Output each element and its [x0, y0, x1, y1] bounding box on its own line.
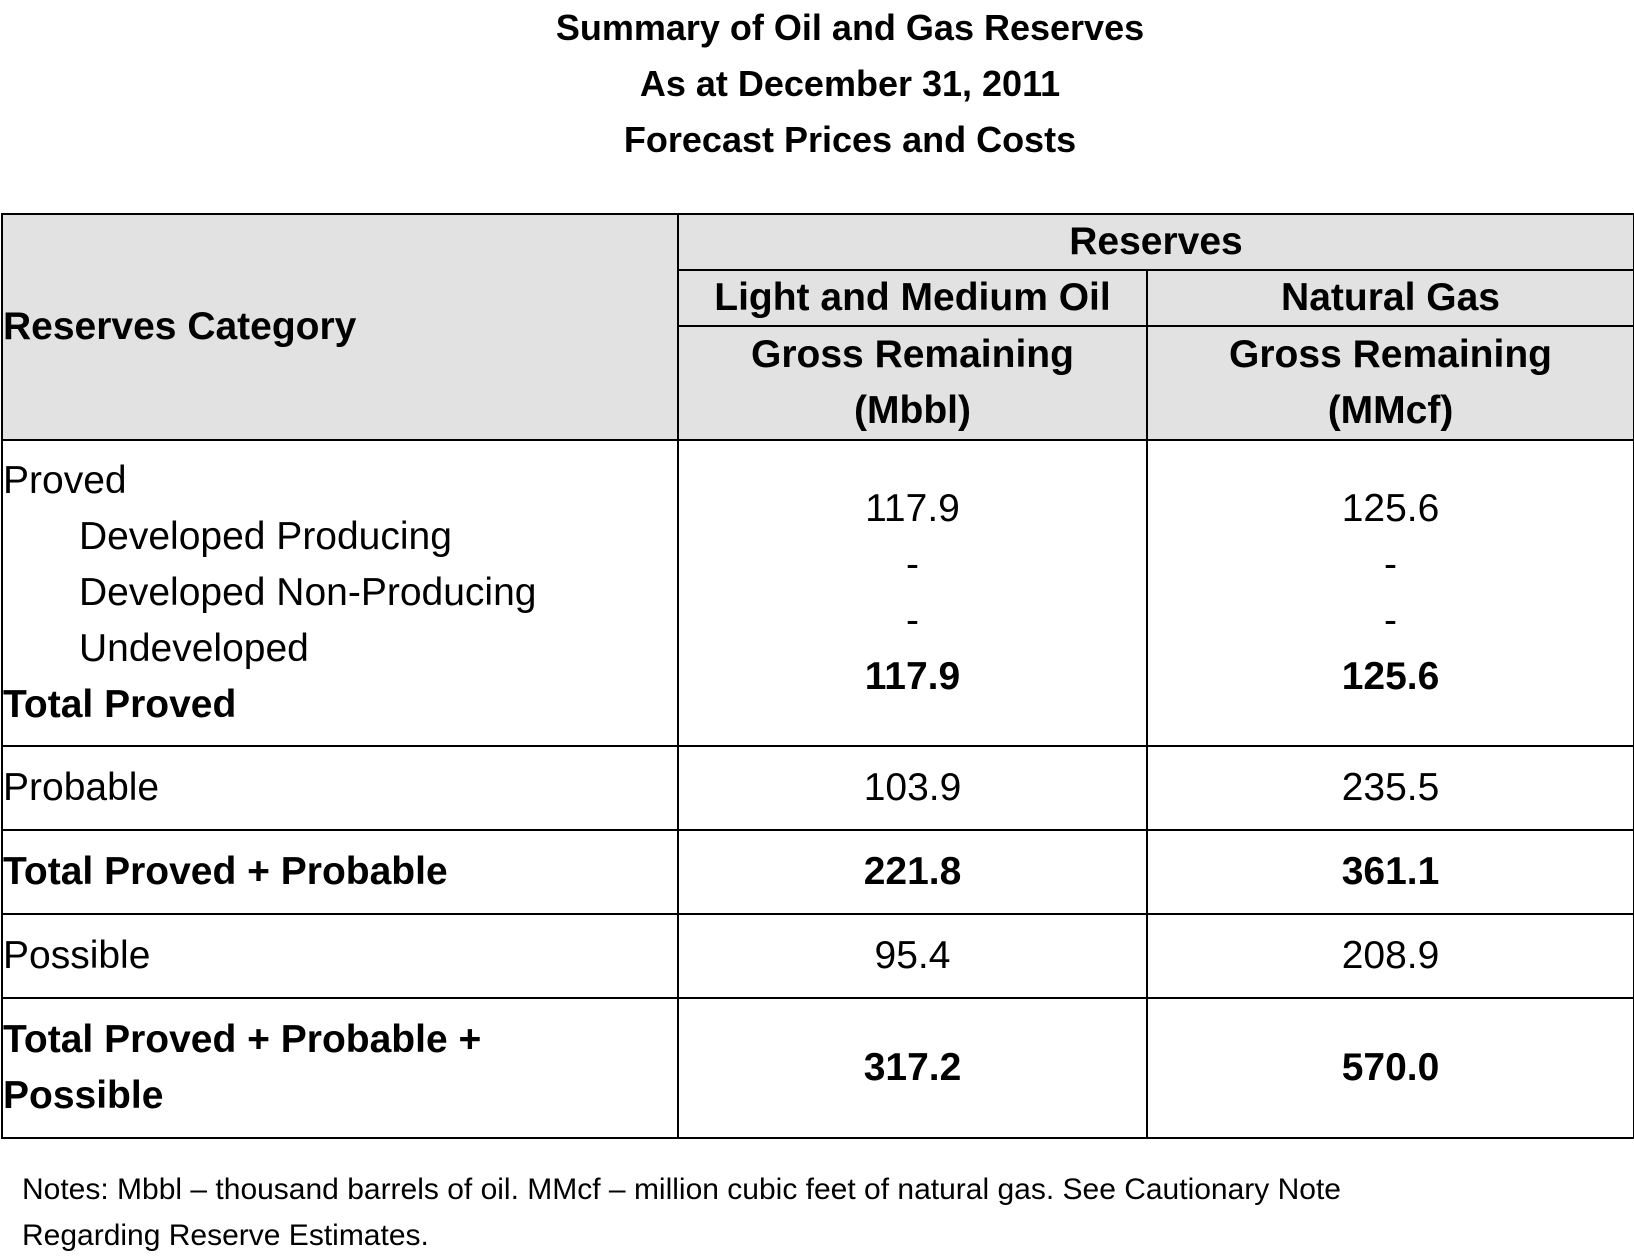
header-reserves-group: Reserves: [678, 214, 1634, 270]
developed-non-producing-oil: -: [906, 543, 919, 586]
developed-producing-label: Developed Producing: [79, 515, 452, 558]
total-proved-label: Total Proved: [3, 683, 237, 726]
proved-oil-cell: [678, 440, 1147, 746]
probable-label: Probable: [2, 746, 678, 830]
gas-measure-line-1: Gross Remaining: [1229, 333, 1552, 376]
title-line-1: Summary of Oil and Gas Reserves: [555, 7, 1145, 48]
oil-measure-line-2: (Mbbl): [854, 389, 971, 432]
probable-gas: 235.5: [1147, 746, 1634, 830]
possible-row: [2, 914, 1634, 998]
possible-label: Possible: [2, 914, 678, 998]
header-oil-measure: [678, 326, 1147, 440]
total-proved-probable-possible-row: [2, 998, 1634, 1138]
proved-block: [2, 440, 1634, 746]
title-line-2: As at December 31, 2011: [639, 63, 1061, 104]
oil-measure-line-1: Gross Remaining: [751, 333, 1074, 376]
header-gas-measure: [1147, 326, 1634, 440]
total-ppp-label-line-2: Possible: [3, 1074, 164, 1117]
developed-non-producing-gas: -: [1384, 543, 1397, 586]
total-proved-probable-label: Total Proved + Probable: [2, 830, 678, 914]
possible-gas: 208.9: [1147, 914, 1634, 998]
total-proved-oil: 117.9: [864, 655, 961, 698]
proved-label: Proved: [3, 459, 127, 502]
undeveloped-gas: -: [1384, 599, 1397, 642]
undeveloped-label: Undeveloped: [79, 627, 309, 670]
developed-non-producing-label: Developed Non-Producing: [79, 571, 537, 614]
total-proved-gas: 125.6: [1341, 655, 1440, 698]
total-proved-probable-oil: 221.8: [678, 830, 1147, 914]
total-proved-probable-gas: 361.1: [1147, 830, 1634, 914]
notes-line-1: Notes: Mbbl – thousand barrels of oil. MMcf – million cubic feet of natural gas. See Cautionary Note: [22, 1173, 1341, 1206]
proved-gas-cell: [1147, 440, 1634, 746]
total-ppp-label-line-1: Total Proved + Probable +: [3, 1018, 482, 1061]
possible-oil: 95.4: [678, 914, 1147, 998]
probable-row: [2, 746, 1634, 830]
header-row-group: [2, 214, 1634, 270]
total-ppp-gas: 570.0: [1147, 998, 1634, 1138]
header-reserves-category: Reserves Category: [2, 214, 678, 440]
gas-measure-line-2: (MMcf): [1327, 389, 1454, 432]
title-line-3: Forecast Prices and Costs: [623, 119, 1077, 160]
notes-line-2: Regarding Reserve Estimates.: [22, 1219, 429, 1252]
reserves-table: [1, 213, 1634, 1139]
undeveloped-oil: -: [906, 599, 919, 642]
report-title: [0, 0, 1634, 168]
total-ppp-label-cell: [2, 998, 678, 1138]
developed-producing-gas: 125.6: [1341, 487, 1440, 530]
header-natural-gas: Natural Gas: [1147, 270, 1634, 326]
total-ppp-oil: 317.2: [678, 998, 1147, 1138]
notes: [22, 1167, 1622, 1259]
total-proved-probable-row: [2, 830, 1634, 914]
developed-producing-oil: 117.9: [865, 487, 960, 530]
probable-oil: 103.9: [678, 746, 1147, 830]
header-light-medium-oil: Light and Medium Oil: [678, 270, 1147, 326]
proved-labels-cell: [2, 440, 678, 746]
